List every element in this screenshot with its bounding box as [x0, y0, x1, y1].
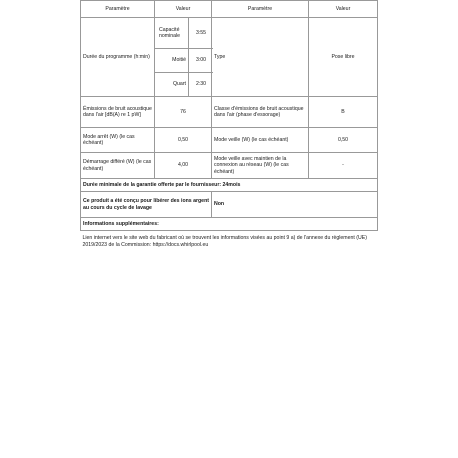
header-value-1: Valeur — [155, 1, 212, 18]
silver-ions-value: Non — [212, 192, 378, 218]
capacity-half-value: 3:00 — [189, 49, 213, 73]
delay-start-label: Démarrage différé (W) (le cas échéant) — [81, 153, 155, 179]
header-parameter-1: Paramètre — [81, 1, 155, 18]
noise-class-value: B — [309, 97, 378, 128]
header-parameter-2: Paramètre — [212, 1, 309, 18]
off-mode-label: Mode arrêt (W) (le cas échéant) — [81, 128, 155, 153]
networked-standby-value: - — [309, 153, 378, 179]
silver-ions-row — [81, 192, 378, 218]
silver-ions-label: Ce produit a été conçu pour libérer des ions argent au cours du cycle de lavage — [81, 192, 212, 218]
type-label: Type — [212, 18, 309, 97]
type-value: Pose libre — [309, 18, 378, 97]
standby-mode-value: 0,50 — [309, 128, 378, 153]
programme-duration-values — [155, 18, 212, 97]
capacity-half-label: Moitié — [155, 49, 189, 73]
table-row — [81, 153, 378, 179]
capacity-quarter-value: 2:30 — [195, 81, 207, 88]
additional-info-row — [81, 218, 378, 231]
capacity-nominal-value: 3:55 — [189, 18, 213, 49]
noise-class-label: Classe d'émissions de bruit acoustique dans l'air (phase d'essorage) — [212, 97, 309, 128]
warranty-row — [81, 179, 378, 192]
capacity-nominal-label: Capacité nominale — [155, 18, 189, 49]
table-header-row — [81, 1, 378, 18]
manufacturer-link-note: Lien internet vers le site web du fabricant où se trouvent les informations visées au point 9 a) de l'annexe du règlement (UE) 2019/2023 de la Commission: https://docs.whirlpool.eu — [82, 235, 367, 248]
warranty-text: Durée minimale de la garantie offerte par le fournisseur: 24mois — [81, 179, 378, 192]
programme-duration-row — [81, 18, 378, 97]
additional-info-label: Informations supplémentaires: — [81, 218, 378, 231]
footer-note-row — [81, 231, 378, 253]
standby-mode-label: Mode veille (W) (le cas échéant) — [212, 128, 309, 153]
programme-duration-label: Durée du programme (h:min) — [81, 18, 155, 97]
noise-emission-label: Émissions de bruit acoustique dans l'air [dB(A) re 1 pW] — [81, 97, 155, 128]
table-row — [81, 97, 378, 128]
off-mode-value: 0,50 — [155, 128, 212, 153]
table-row — [81, 128, 378, 153]
product-info-table — [80, 0, 378, 253]
capacity-quarter-label: Quart — [155, 73, 189, 96]
delay-start-value: 4,00 — [155, 153, 212, 179]
noise-emission-value: 76 — [155, 97, 212, 128]
energy-label-sheet — [80, 0, 377, 253]
header-value-2: Valeur — [309, 1, 378, 18]
networked-standby-label: Mode veille avec maintien de la connexion au réseau (W) (le cas échéant) — [212, 153, 309, 179]
